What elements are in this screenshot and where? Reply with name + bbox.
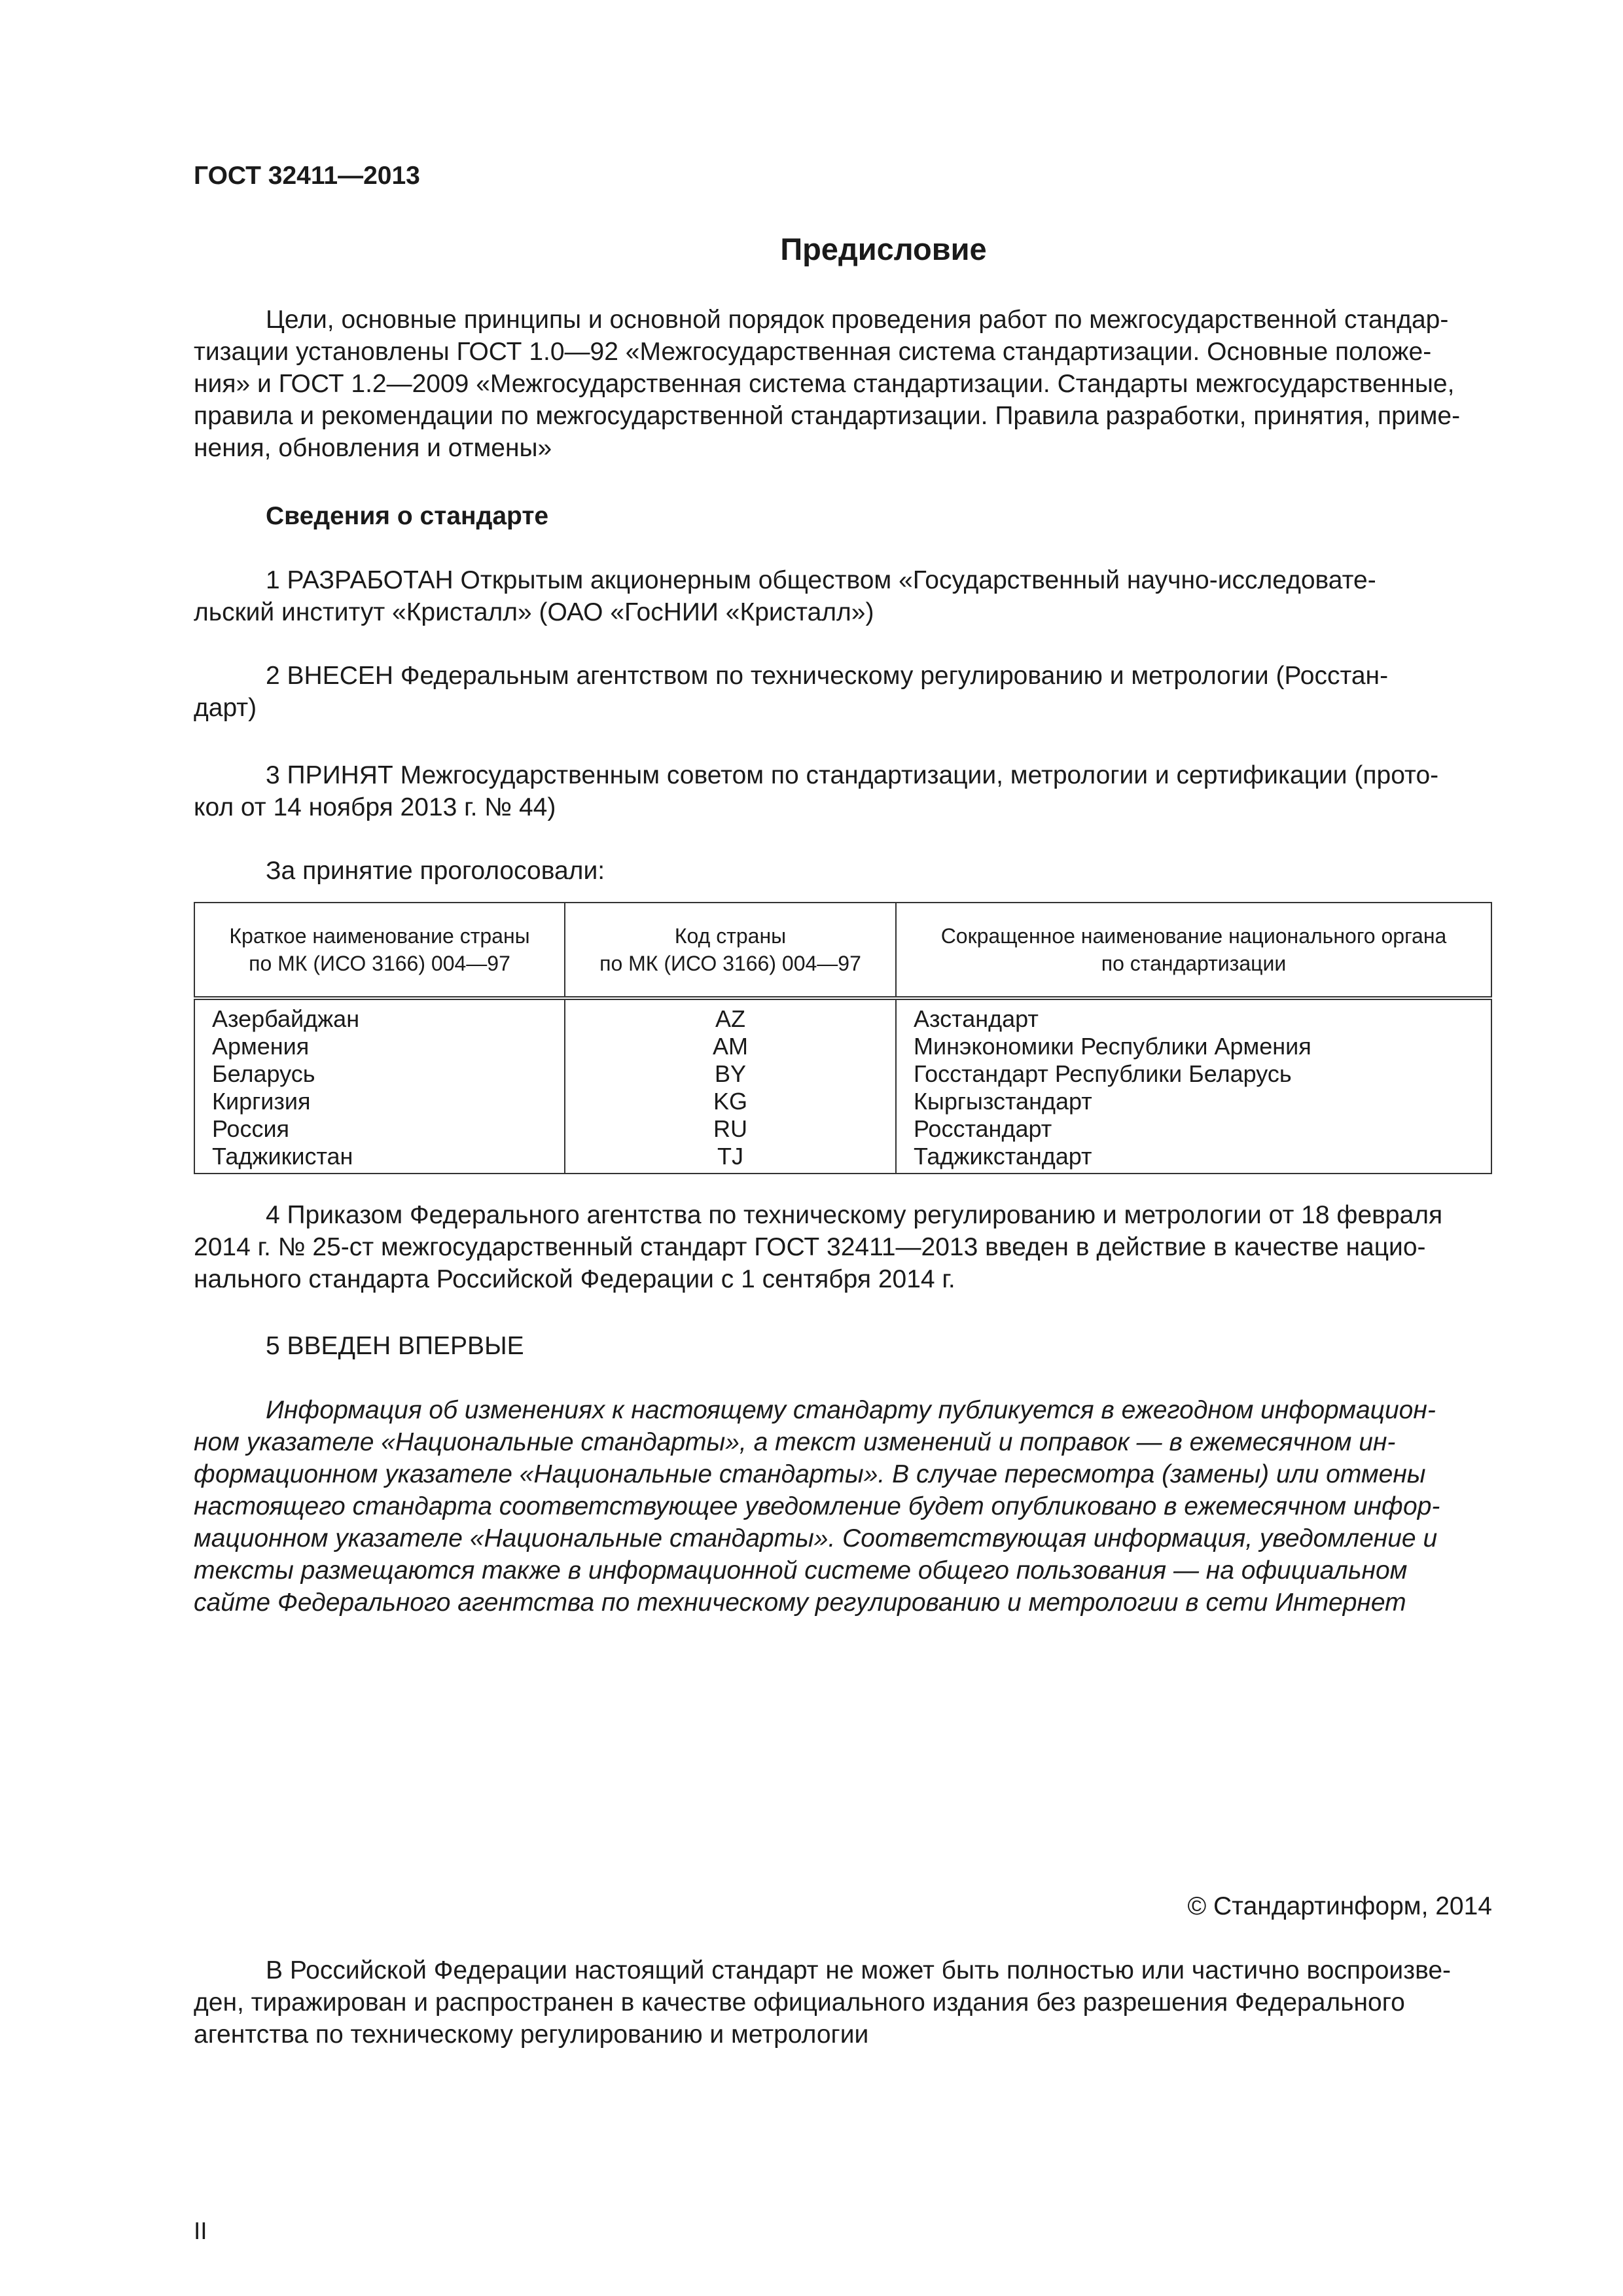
header-line: по МК (ИСО 3166) 004—97 <box>599 952 861 975</box>
header-country-name <box>194 903 565 998</box>
header-country-code <box>565 903 896 998</box>
text-line: тексты размещаются также в информационной системе общего пользования — на официальном <box>194 1556 1408 1585</box>
table-row <box>194 1143 1491 1174</box>
header-line: Краткое наименование страны <box>229 924 530 948</box>
text-line: 4 Приказом Федерального агентства по техническому регулированию и метрологии от 18 февраля <box>266 1201 1443 1229</box>
text-line: 1 РАЗРАБОТАН Открытым акционерным обществом «Государственный научно-исследовате- <box>266 566 1376 594</box>
country-code-cell: BY <box>565 1060 896 1088</box>
voting-countries-table <box>194 902 1492 1174</box>
country-name-cell: Беларусь <box>194 1060 565 1088</box>
table-row <box>194 1060 1491 1088</box>
text-line: тизации установлены ГОСТ 1.0—92 «Межгосударственная система стандартизации. Основные положе- <box>194 338 1432 366</box>
country-code-cell: AM <box>565 1033 896 1060</box>
text-line: ния» и ГОСТ 1.2—2009 «Межгосударственная система стандартизации. Стандарты межгосударственные, <box>194 370 1455 398</box>
text-line: кол от 14 ноября 2013 г. № 44) <box>194 793 556 821</box>
text-line: В Российской Федерации настоящий стандарт не может быть полностью или частично воспроизве- <box>266 1956 1452 1984</box>
national-body-cell: Кыргызстандарт <box>896 1088 1491 1115</box>
copyright-notice: © Стандартинформ, 2014 <box>1187 1892 1492 1920</box>
country-name-cell: Киргизия <box>194 1088 565 1115</box>
country-name-cell: Азербайджан <box>194 998 565 1033</box>
section-heading: Сведения о стандарте <box>266 502 549 530</box>
country-code-cell: AZ <box>565 998 896 1033</box>
text-line: мационном указателе «Национальные стандарты». Соответствующая информация, уведомление и <box>194 1524 1438 1552</box>
text-line: ном указателе «Национальные стандарты», а текст изменений и поправок — в ежемесячном ин- <box>194 1428 1396 1456</box>
item-2-submitted <box>194 660 1492 724</box>
header-line: по МК (ИСО 3166) 004—97 <box>249 952 510 975</box>
document-id: ГОСТ 32411—2013 <box>194 162 420 190</box>
text-line: дарт) <box>194 694 257 722</box>
national-body-cell: Госстандарт Республики Беларусь <box>896 1060 1491 1088</box>
country-code-cell: KG <box>565 1088 896 1115</box>
country-code-cell: TJ <box>565 1143 896 1174</box>
text-line: Информация об изменениях к настоящему стандарту публикуется в ежегодном информацион- <box>266 1396 1436 1424</box>
national-body-cell: Росстандарт <box>896 1115 1491 1143</box>
header-national-body <box>896 903 1491 998</box>
page-number: II <box>194 2217 207 2244</box>
page-title: Предисловие <box>780 232 987 266</box>
text-line: нального стандарта Российской Федерации с 1 сентября 2014 г. <box>194 1265 955 1293</box>
national-body-cell: Таджикстандарт <box>896 1143 1491 1174</box>
table-row <box>194 998 1491 1033</box>
table-row <box>194 1115 1491 1143</box>
table-header-row <box>194 903 1491 998</box>
text-line: настоящего стандарта соответствующее уведомление будет опубликовано в ежемесячном инфор- <box>194 1492 1440 1520</box>
text-line: нения, обновления и отмены» <box>194 434 552 462</box>
intro-paragraph <box>194 304 1492 464</box>
national-body-cell: Азстандарт <box>896 998 1491 1033</box>
country-name-cell: Россия <box>194 1115 565 1143</box>
item-4-order <box>194 1199 1492 1295</box>
country-name-cell: Армения <box>194 1033 565 1060</box>
table-row <box>194 1088 1491 1115</box>
header-line: по стандартизации <box>1101 952 1287 975</box>
national-body-cell: Минэкономики Республики Армения <box>896 1033 1491 1060</box>
text-line: льский институт «Кристалл» (ОАО «ГосНИИ «Кристалл») <box>194 598 874 626</box>
text-line: 2014 г. № 25-ст межгосударственный стандарт ГОСТ 32411—2013 введен в действие в качестве нацио- <box>194 1233 1426 1261</box>
country-code-cell: RU <box>565 1115 896 1143</box>
item-1-developed <box>194 564 1492 628</box>
text-line: правила и рекомендации по межгосударственной стандартизации. Правила разработки, принятия, приме- <box>194 402 1461 430</box>
text-line: Цели, основные принципы и основной порядок проведения работ по межгосударственной стандар- <box>266 306 1449 334</box>
text-line: ден, тиражирован и распространен в качестве официального издания без разрешения Федерального <box>194 1988 1405 2017</box>
country-name-cell: Таджикистан <box>194 1143 565 1174</box>
text-line: формационном указателе «Национальные стандарты». В случае пересмотра (замены) или отмены <box>194 1460 1426 1488</box>
voted-label: За принятие проголосовали: <box>266 857 605 885</box>
text-line: сайте Федерального агентства по техническому регулированию и метрологии в сети Интернет <box>194 1588 1406 1617</box>
header-line: Код страны <box>674 924 787 948</box>
text-line: агентства по техническому регулированию и метрологии <box>194 2020 869 2049</box>
reproduction-restriction <box>194 1954 1492 2051</box>
item-5-introduced: 5 ВВЕДЕН ВПЕРВЫЕ <box>266 1332 524 1360</box>
text-line: 2 ВНЕСЕН Федеральным агентством по техническому регулированию и метрологии (Росстан- <box>266 662 1389 690</box>
changes-info-paragraph <box>194 1394 1492 1619</box>
table-row <box>194 1033 1491 1060</box>
item-3-adopted <box>194 759 1492 823</box>
text-line: 3 ПРИНЯТ Межгосударственным советом по стандартизации, метрологии и сертификации (прото- <box>266 761 1439 789</box>
header-line: Сокращенное наименование национального органа <box>940 924 1447 948</box>
